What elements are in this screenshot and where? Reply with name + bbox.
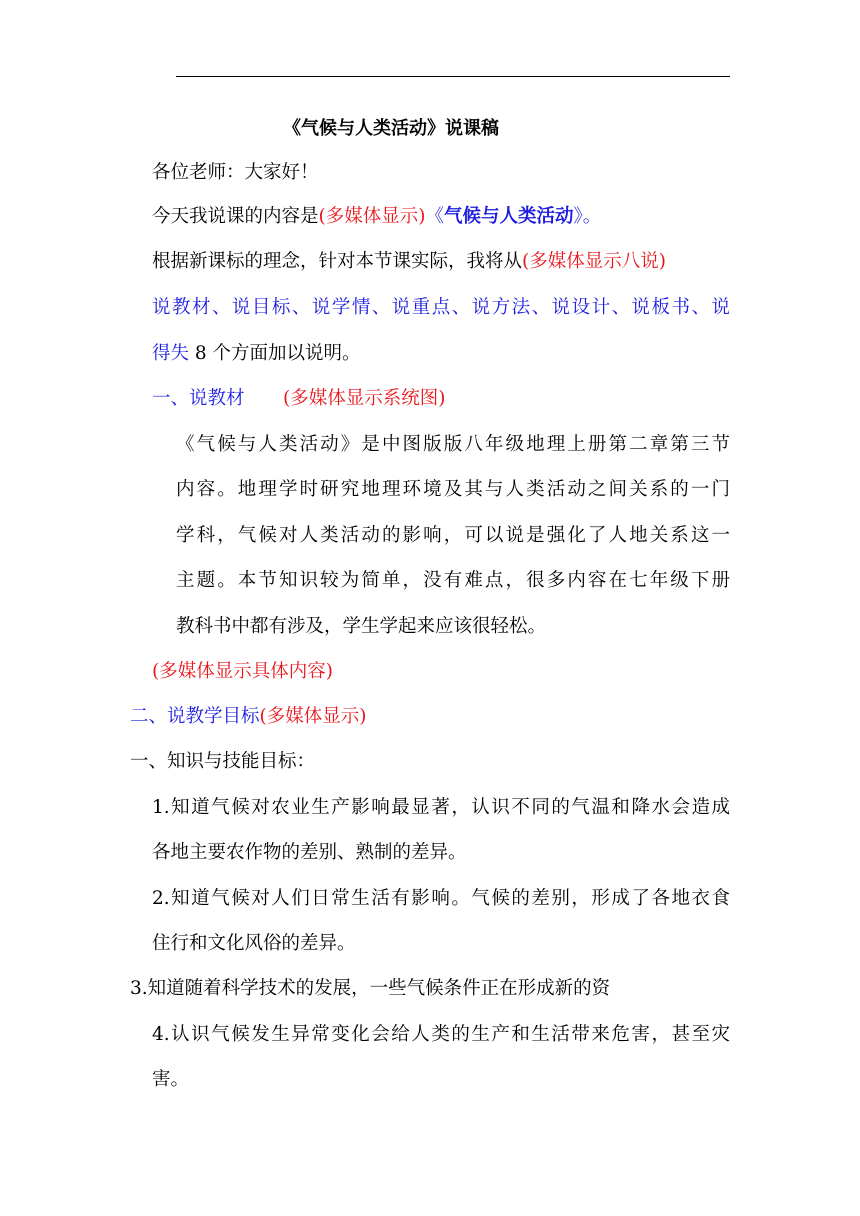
plan-prefix: 根据新课标的理念，针对本节课实际，我将从 <box>152 251 523 272</box>
section1-media-note: (多媒体显示系统图) <box>283 388 446 409</box>
intro-topic-open: 《 <box>425 206 444 227</box>
goal-item-1-line-2: 各地主要农作物的差别、熟制的差异。 <box>152 842 467 863</box>
section1-text-line: 《气候与人类活动》是中图版版八年级地理上册第二章第三节 <box>176 434 730 455</box>
goal-item-4-line-2: 害。 <box>152 1069 190 1090</box>
plan-line-2: 说教材、说目标、说学情、说重点、说方法、说设计、说板书、说 <box>152 297 730 318</box>
section1-text-line: 主题。本节知识较为简单，没有难点，很多内容在七年级下册 <box>176 570 730 591</box>
plan-line-3 <box>152 341 361 367</box>
goal-item-2-line-1: 2.知道气候对人们日常生活有影响。气候的差别，形成了各地衣食 <box>152 888 730 909</box>
section1-text-line: 学科，气候对人类活动的影响，可以说是强化了人地关系这一 <box>176 525 730 546</box>
section1-text-line: 教科书中都有涉及，学生学起来应该很轻松。 <box>176 616 547 637</box>
goal-item-3-line-1: 3.知道随着科学技术的发展，一些气候条件正在形成新的资 <box>130 978 611 999</box>
goal-item-4-line-1: 4.认识气候发生异常变化会给人类的生产和生活带来危害，甚至灾 <box>152 1024 730 1045</box>
plan-media-note: (多媒体显示八说) <box>522 251 666 272</box>
document-title: 《气候与人类活动》说课稿 <box>283 118 499 139</box>
plan-blue-end: 得失 <box>152 343 190 364</box>
intro-prefix: 今天我说课的内容是 <box>152 206 319 227</box>
greeting: 各位老师：大家好！ <box>152 162 319 183</box>
intro-topic: 气候与人类活动 <box>443 206 574 227</box>
section2-subheading: 一、知识与技能目标： <box>130 751 316 772</box>
plan-rest: 8 个方面加以说明。 <box>189 343 361 364</box>
plan-line-1 <box>152 249 666 275</box>
section1-heading: 一、说教材 <box>152 388 245 409</box>
intro-media-note: (多媒体显示) <box>318 206 426 227</box>
goal-item-2-line-2: 住行和文化风俗的差异。 <box>152 933 356 954</box>
section2-heading: 二、说教学目标 <box>130 706 260 727</box>
section1-text-line: 内容。地理学时研究地理环境及其与人类活动之间关系的一门 <box>176 479 730 500</box>
section2-heading-line <box>130 704 366 730</box>
section1-media-after: (多媒体显示具体内容) <box>152 661 333 682</box>
intro-topic-close: 》。 <box>573 206 602 227</box>
section2-media-note: (多媒体显示) <box>259 706 367 727</box>
goal-item-1-line-1: 1.知道气候对农业生产影响最显著，认识不同的气温和降水会造成 <box>152 797 730 818</box>
header-rule <box>176 76 730 77</box>
intro-line <box>152 204 601 230</box>
